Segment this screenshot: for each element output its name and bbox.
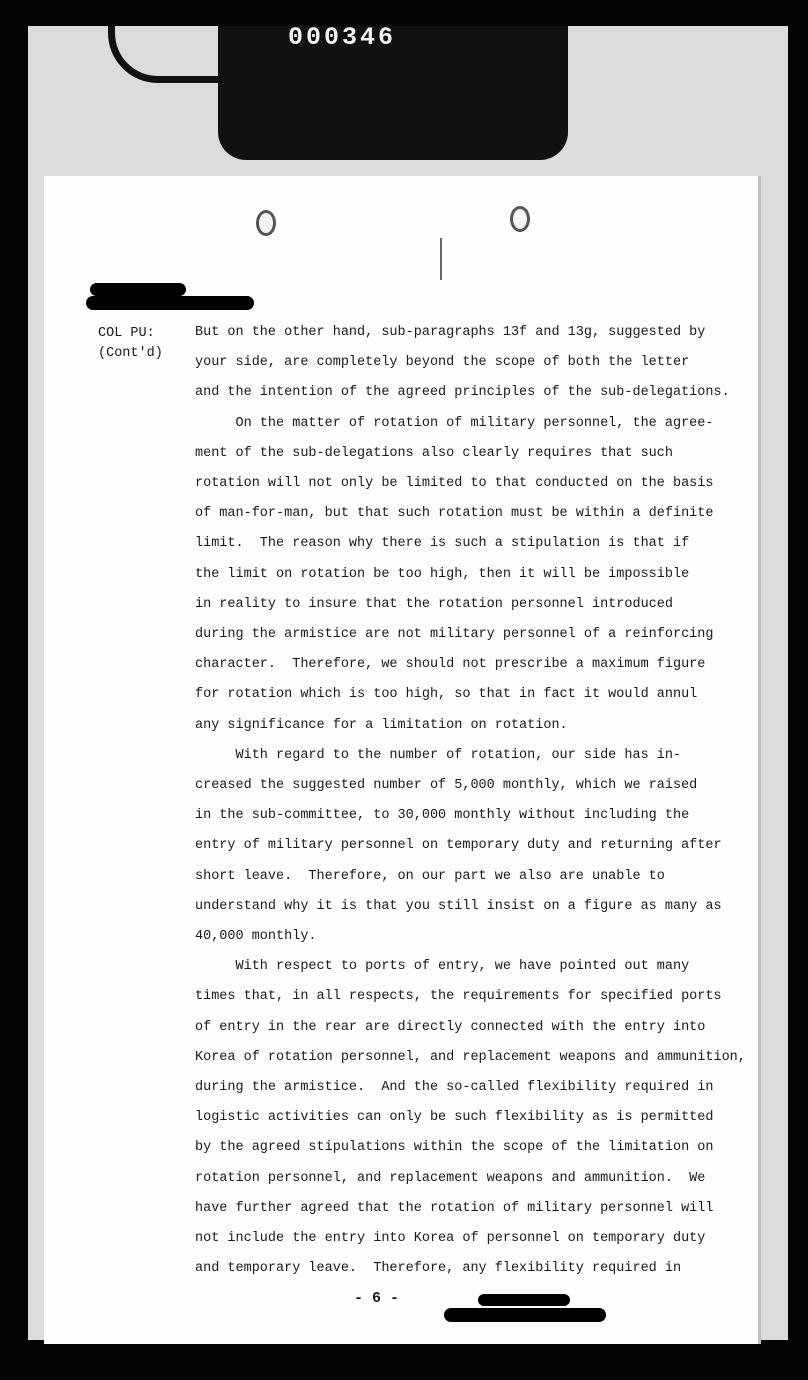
- text-line: the limit on rotation be too high, then it will be impossible: [195, 566, 690, 582]
- text-line: in reality to insure that the rotation personnel introduced: [195, 596, 673, 612]
- text-line: logistic activities can only be such flexibility as is permitted: [195, 1110, 714, 1126]
- transcript-body: [195, 318, 746, 1285]
- text-line: But on the other hand, sub-paragraphs 13f and 13g, suggested by: [195, 325, 706, 340]
- redaction-bar-bottom-2: [444, 1308, 606, 1322]
- text-line: With respect to ports of entry, we have pointed out many: [195, 959, 690, 975]
- text-line: during the armistice. And the so-called flexibility required in: [195, 1080, 714, 1096]
- text-line: during the armistice are not military personnel of a reinforcing: [195, 627, 714, 643]
- frame-counter-digits: 000346: [288, 26, 397, 50]
- text-line: Korea of rotation personnel, and replacement weapons and ammunition,: [195, 1049, 746, 1065]
- speaker-label: [98, 324, 188, 364]
- text-line: of man-for-man, but that such rotation must be within a definite: [195, 506, 714, 522]
- text-line: by the agreed stipulations within the scope of the limitation on: [195, 1140, 714, 1156]
- text-line: limit. The reason why there is such a stipulation is that if: [195, 536, 690, 552]
- text-line: entry of military personnel on temporary duty and returning after: [195, 838, 722, 854]
- text-line: ment of the sub-delegations also clearly requires that such: [195, 445, 673, 461]
- text-line: rotation personnel, and replacement weapons and ammunition. We: [195, 1170, 706, 1186]
- text-line: of entry in the rear are directly connected with the entry into: [195, 1019, 706, 1035]
- text-line: short leave. Therefore, on our part we also are unable to: [195, 868, 665, 884]
- speaker-continued: (Cont'd): [98, 346, 163, 361]
- redaction-bar-bottom-1: [478, 1294, 570, 1306]
- text-line: have further agreed that the rotation of military personnel will: [195, 1200, 714, 1216]
- text-line: your side, are completely beyond the scope of both the letter: [195, 355, 690, 371]
- redaction-bar-top-2: [86, 296, 254, 310]
- punch-hole-left: [256, 210, 276, 236]
- stray-pencil-mark: [440, 238, 442, 280]
- text-line: for rotation which is too high, so that in fact it would annul: [195, 687, 698, 703]
- text-line: and the intention of the agreed principles of the sub-delegations.: [195, 385, 730, 401]
- text-line: On the matter of rotation of military personnel, the agree-: [195, 415, 714, 431]
- text-line: character. Therefore, we should not prescribe a maximum figure: [195, 657, 706, 673]
- text-line: not include the entry into Korea of personnel on temporary duty: [195, 1231, 706, 1247]
- text-line: in the sub-committee, to 30,000 monthly without including the: [195, 808, 690, 824]
- text-line: 40,000 monthly.: [195, 929, 317, 945]
- text-line: and temporary leave. Therefore, any flexibility required in: [195, 1261, 682, 1277]
- redaction-bar-top-1: [90, 283, 186, 296]
- text-line: creased the suggested number of 5,000 monthly, which we raised: [195, 778, 698, 794]
- text-line: With regard to the number of rotation, our side has in-: [195, 747, 682, 763]
- punch-hole-right: [510, 206, 530, 232]
- text-line: understand why it is that you still insist on a figure as many as: [195, 898, 722, 914]
- text-line: rotation will not only be limited to that conducted on the basis: [195, 476, 714, 492]
- speaker-name: COL PU:: [98, 326, 155, 341]
- text-line: any significance for a limitation on rotation.: [195, 717, 568, 733]
- page-number: - 6 -: [354, 1290, 400, 1307]
- text-line: times that, in all respects, the requirements for specified ports: [195, 989, 722, 1005]
